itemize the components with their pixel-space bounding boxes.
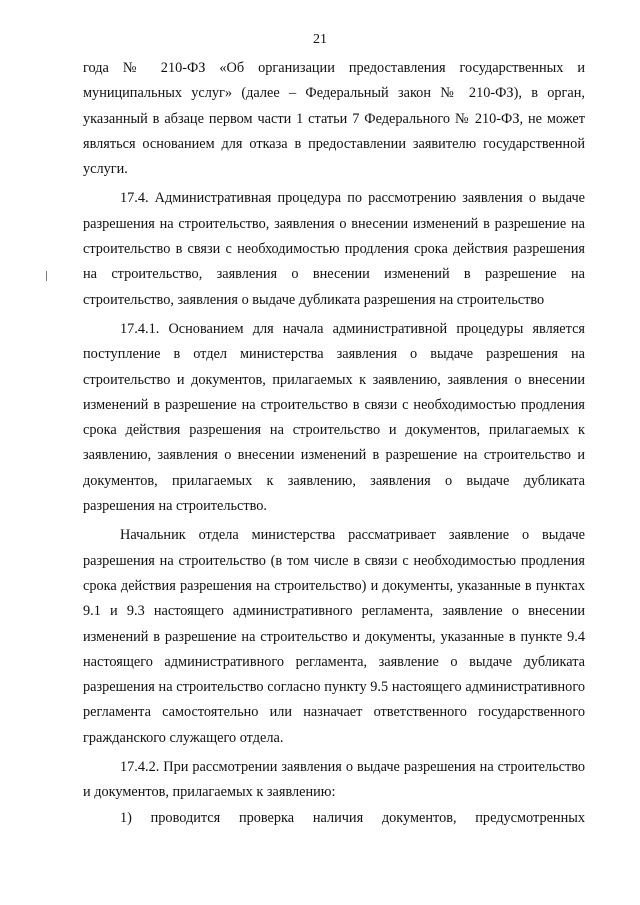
paragraph-continuation: года № 210-ФЗ «Об организации предоставления государственных и муниципальных услуг» (далее – Федеральный закон № 210-ФЗ), в орган, указанный в абзаце первом части 1 статьи 7 Федерального № 210-ФЗ, не может являться основанием для отказа в предоставлении заявителю государственной услуги. bbox=[83, 60, 585, 178]
page-number: 21 bbox=[313, 32, 327, 47]
paragraph-section-17-4-2: 17.4.2. При рассмотрении заявления о выдаче разрешения на строительство и документов, прилагаемых к заявлению: bbox=[83, 759, 585, 801]
paragraph-list-item-1: 1) проводится проверка наличия документов, предусмотренных bbox=[120, 809, 585, 826]
paragraph-section-17-4: 17.4. Административная процедура по рассмотрению заявления о выдаче разрешения на строительство, заявления о внесении изменений в разрешение на строительство в связи с необходимостью продления срока действия разрешения на строительство, заявления о внесении изменений в разрешение на строительство, заявления о выдаче дубликата разрешения на строительство bbox=[83, 190, 585, 308]
paragraph-section-17-4-1: 17.4.1. Основанием для начала административной процедуры является поступление в отдел министерства заявления о выдаче разрешения на строительство и документов, прилагаемых к заявлению, заявления о внесении изменений в разрешение на строительство в связи с необходимостью продления срока действия разрешения на строительство и документов, прилагаемых к заявлению, заявления о внесении изменений в разрешение на строительство и документов, прилагаемых к заявлению, заявления о выдаче дубликата разрешения на строительство. bbox=[83, 320, 585, 515]
paragraph-department-head: Начальник отдела министерства рассматривает заявление о выдаче разрешения на строительство (в том числе в связи с необходимостью продления срока действия разрешения на строительство) и документы, указанные в пунктах 9.1 и 9.3 настоящего административного регламента, заявление о внесении изменений в разрешение на строительство и документы, указанные в пункте 9.4 настоящего административного регламента, заявление о выдаче дубликата разрешения на строительство согласно пункту 9.5 настоящего административного регламента самостоятельно или назначает ответственного государственного гражданского служащего отдела. bbox=[83, 527, 585, 746]
document-body bbox=[83, 56, 585, 831]
margin-mark bbox=[46, 271, 47, 281]
